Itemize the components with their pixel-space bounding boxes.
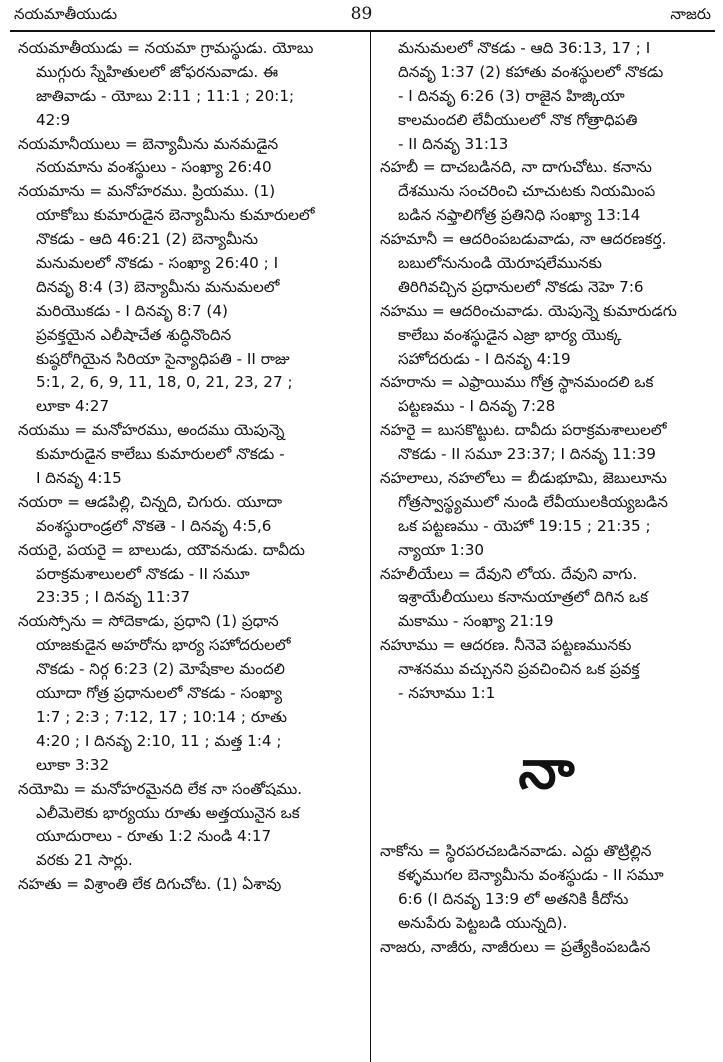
entry-continuation-line: మకాము - సంఖ్యా 21:19 <box>398 612 554 631</box>
entry-continuation-line: యూదురాలు - రూతు 1:2 నుండి 4:17 <box>36 827 272 846</box>
entry-continuation-line: లూకా 3:32 <box>36 755 110 774</box>
entry-headword-line: నయోమి = మనోహరమైనది లేక నా సంతోషము. <box>18 779 303 798</box>
entry-continuation-line: 5:1, 2, 6, 9, 11, 18, 0, 21, 23, 27 ; <box>36 373 293 392</box>
entry-headword-line: నహలాలు, నహలోలు = బీడుభూమి, జెబులూను <box>380 469 667 488</box>
entry-continuation-line: గోత్రస్వాస్థ్యములో నుండి లేవీయులకియ్యబడిన <box>398 492 668 511</box>
entry-continuation-line: బబులోనునుండి యెరూషలేమునకు <box>398 254 602 273</box>
right-column <box>380 37 713 959</box>
page-header <box>0 0 723 32</box>
entry-continuation-line: బడిన నఫ్తాలిగోత్ర ప్రతినిధి సంఖ్యా 13:14 <box>398 206 641 225</box>
entry-continuation-line: దినవృ 1:37 (2) కహాతు వంశస్థులలో నొకడు <box>398 62 664 81</box>
entry-continuation-line: సహోదరుడు - I దినవృ 4:19 <box>398 349 571 368</box>
entry-headword-line: నయమాతీయుడు = నయమా గ్రామస్థుడు. యోబు <box>18 39 314 57</box>
entry-continuation-line: దినవృ 8:4 (3) బెన్యామీను మనుమలలో <box>36 277 280 296</box>
entry-continuation-line: ఒక పట్టణము - యెహో 19:15 ; 21:35 ; <box>398 516 651 535</box>
entry-continuation-line: అనుపేరు పెట్టబడి యున్నది). <box>398 913 568 932</box>
entry-continuation-line: మనుమలలో నొకడు - సంఖ్యా 26:40 ; I <box>36 254 279 273</box>
entry-continuation-line: లూకా 4:27 <box>36 397 110 416</box>
entry-continuation-line: యాకోబు కుమారుడైన బెన్యామీను కుమారులలో <box>36 206 315 225</box>
header-rule <box>10 30 715 32</box>
column-divider <box>370 31 371 1062</box>
right-column-bottom-entries <box>380 840 713 959</box>
entry-continuation-line: పట్టణము - I దినవృ 7:28 <box>398 397 556 416</box>
entry-headword-line: నహరై = బుసకొట్టుట. దావీదు పరాక్రమశాలులలో <box>380 421 667 440</box>
entry-continuation-line: కుమారుడైన కాలేబు కుమారులలో నొకడు - <box>36 445 285 464</box>
entry-headword-line: నయరై, పయరై = బాలుడు, యౌవనుడు. దావీదు <box>18 540 305 559</box>
entry-headword-line: నయమానీయులు = బెన్యామీను మనమడైన <box>18 134 279 153</box>
entry-continuation-line: - నహూము 1:1 <box>398 684 496 703</box>
entry-continuation-line: యాజకుడైన అహరోను భార్య సహోదరులలో <box>36 636 291 655</box>
header-left-guide-word: నయమాతీయుడు <box>14 5 118 23</box>
section-letter: నా <box>518 737 575 801</box>
page-number: 89 <box>350 4 373 24</box>
entry-headword-line: నాజరు, నాజీరు, నాజీరులు = ప్రత్యేకింపబడిన <box>380 937 651 956</box>
entry-continuation-line: నయమాను వంశస్థులు - సంఖ్యా 26:40 <box>36 158 272 177</box>
entry-continuation-line: పరాక్రమశాలులలో నొకడు - II సమూ <box>36 564 250 583</box>
entry-headword-line: నహమానీ = ఆదరింపబడువాడు, నా ఆదరణకర్త. <box>380 230 667 249</box>
entry-continuation-line: నాశనము వచ్చునని ప్రవచించిన ఒక ప్రవక్త <box>398 660 640 679</box>
entry-continuation-line: న్యాయా 1:30 <box>398 540 485 559</box>
entry-continuation-line: 6:6 (I దినవృ 13:9 లో అతనికి కీదోను <box>398 889 629 908</box>
entry-continuation-line: వంశస్థురాండ్రలో నొకతె - I దినవృ 4:5,6 <box>36 516 272 535</box>
left-column <box>18 37 364 897</box>
entry-continuation-line: వరకు 21 సార్లు. <box>36 851 133 870</box>
entry-continuation-line: - II దినవృ 31:13 <box>398 134 509 153</box>
entry-continuation-line: కుష్ఠరోగియైన సిరియా సైన్యాధిపతి - II రాజు <box>36 349 290 368</box>
entry-continuation-line: కాలమందలి లేవీయులలో నొక గోత్రాధిపతి <box>398 110 638 129</box>
entry-headword-line: నయమాను = మనోహరము. ప్రియము. (1) <box>18 182 276 201</box>
right-column-top-entries <box>380 37 713 706</box>
entry-continuation-line: ముగ్గురు స్నేహితులలో జోఫరనువాడు. ఈ <box>36 62 279 81</box>
entry-headword-line: నహలీయేలు = దేవుని లోయ. దేవుని వాగు. <box>380 564 638 583</box>
entry-continuation-line: - I దినవృ 6:26 (3) రాజైన హిజ్కియా <box>398 86 625 105</box>
entry-continuation-line: 23:35 ; I దినవృ 11:37 <box>36 588 191 607</box>
entry-continuation-line: నొకడు - ఆది 46:21 (2) బెన్యామీను <box>36 230 258 249</box>
entry-headword-line: నహూము = ఆదరణ. నీనెవె పట్టణమునకు <box>380 636 632 655</box>
entry-headword-line: నహము = ఆదరించువాడు. యెపున్నె కుమారుడగు <box>380 301 677 320</box>
entry-continuation-line: 4:20 ; I దినవృ 2:10, 11 ; మత్త 1:4 ; <box>36 731 282 750</box>
entry-headword-line: నహతు = విశ్రాంతి లేక దిగుచోట. (1) ఏశావు <box>18 875 282 894</box>
entry-continuation-line: తిరిగివచ్చిన ప్రధానులలో నొకడు నెహె 7:6 <box>398 277 644 296</box>
entry-continuation-line: I దినవృ 4:15 <box>36 469 122 488</box>
entry-continuation-line: ఎలీమెలెకు భార్యయు రూతు అత్తయునైన ఒక <box>36 803 300 822</box>
entry-continuation-line: మరియొకడు - I దినవృ 8:7 (4) <box>36 301 228 320</box>
entry-continuation-line: ప్రవక్తయైన ఎలీషాచేత శుద్ధినొందిన <box>36 325 232 344</box>
entry-continuation-line: మనుమలలో నొకడు - ఆది 36:13, 17 ; I <box>398 39 651 57</box>
entry-continuation-line: 1:7 ; 2:3 ; 7:12, 17 ; 10:14 ; రూతు <box>36 707 288 726</box>
entry-continuation-line: దేశమును సంచరించి చూచుటకు నియమింప <box>398 182 656 201</box>
entry-continuation-line: జాతివాడు - యోబు 2:11 ; 11:1 ; 20:1; <box>36 86 295 105</box>
entry-continuation-line: 42:9 <box>36 110 71 129</box>
entry-continuation-line: కళ్ళముగల బెన్యామీను వంశస్థుడు - II సమూ <box>398 865 664 884</box>
header-right-guide-word: నాజరు <box>670 5 711 23</box>
entry-headword-line: నాకోను = స్థిరపరచబడినవాడు. ఎద్దు తొట్రిల్లిన <box>380 841 652 860</box>
entry-headword-line: నయస్సోను = సోదెకాడు, ప్రధాని (1) ప్రధాన <box>18 612 279 631</box>
entry-continuation-line: యూదా గోత్ర ప్రధానులలో నొకడు - సంఖ్యా <box>36 684 283 703</box>
entry-continuation-line: ఇశ్రాయేలీయులు కనానుయాత్రలో దిగిన ఒక <box>398 588 649 607</box>
entry-headword-line: నయరా = ఆడపిల్లి, చిన్నది, చిగురు. యూదా <box>18 492 283 511</box>
entry-continuation-line: నొకడు - నిర్గ 6:23 (2) మోషేకాల మందలి <box>36 660 285 679</box>
entry-continuation-line: నొకడు - II సమూ 23:37; I దినవృ 11:39 <box>398 445 656 464</box>
entry-continuation-line: కాలేబు వంశస్థుడైన ఎజ్రా భార్య యొక్క <box>398 325 622 344</box>
entry-headword-line: నహబీ = దాచబడినది, నా దాగుచోటు. కనాను <box>380 158 652 177</box>
entry-headword-line: నయము = మనోహరము, అందము యెపున్నె <box>18 421 285 440</box>
entry-headword-line: నహరాను = ఎఫ్రాయిము గోత్ర స్థానమందలి ఒక <box>380 373 654 392</box>
section-letter-heading <box>380 706 713 840</box>
